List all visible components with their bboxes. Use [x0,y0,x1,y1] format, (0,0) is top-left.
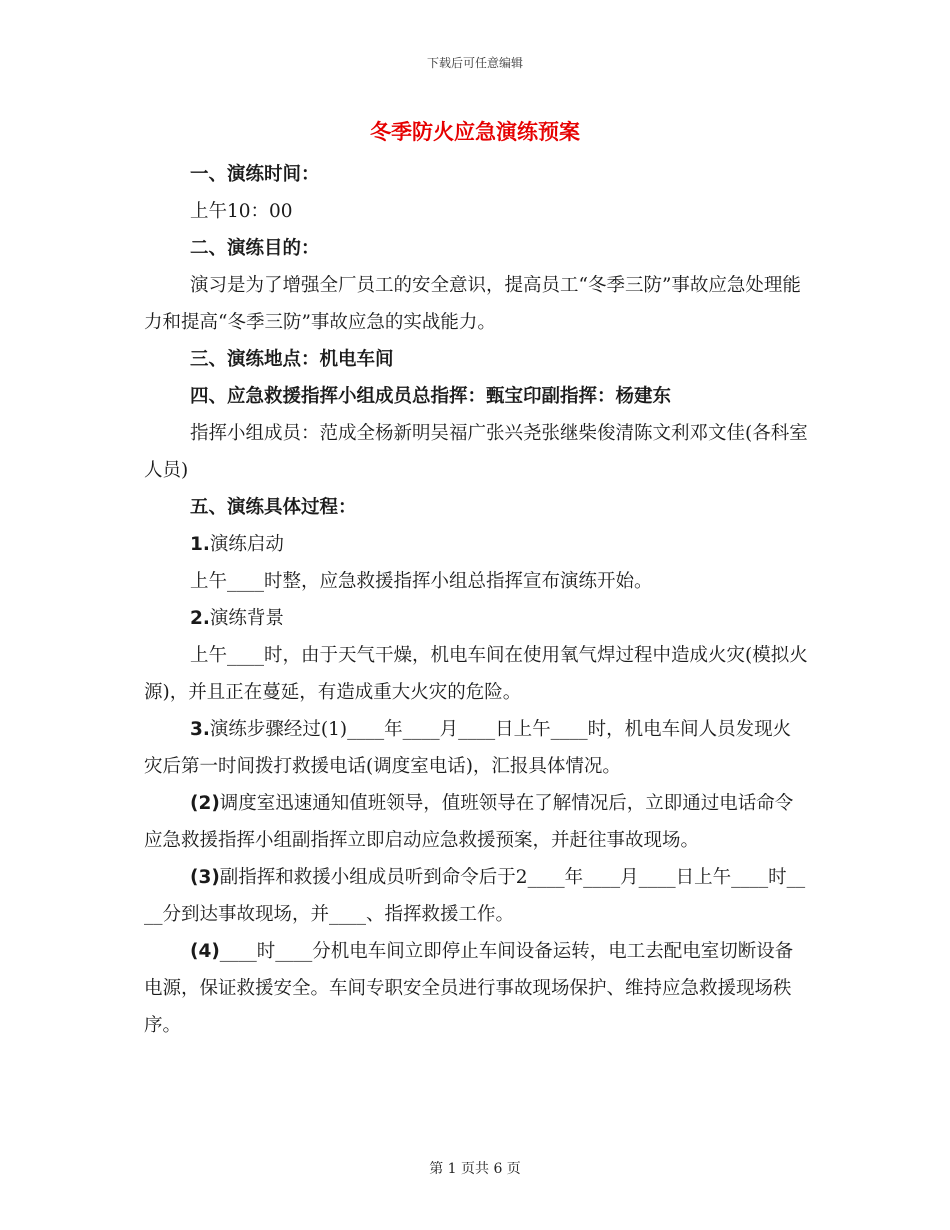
section-heading-team: 四、应急救援指挥小组成员总指挥：甄宝印副指挥：杨建东 [190,386,672,407]
section-text-time: 上午10：00 [190,201,293,222]
step-3-text: 3.演练步骤经过(1)____年____月____日上午____时，机电车间人员发现火灾后第一时间拨打救援电话(调度室电话)，汇报具体情况。 [144,719,792,777]
substep-2-number: (2) [190,793,220,814]
step-2-text: 上午____时，由于天气干燥，机电车间在使用氧气焊过程中造成火灾(模拟火源)，并且正在蔓延，有造成重大火灾的危险。 [144,645,808,703]
substep-2-text: (2)调度室迅速通知值班领导，值班领导在了解情况后，立即通过电话命令应急救援指挥小组副指挥立即启动应急救援预案，并赶往事故现场。 [144,793,794,851]
step-1-number: 1. [190,534,210,555]
document-title: 冬季防火应急演练预案 [370,119,580,144]
section-heading-purpose: 二、演练目的： [190,238,320,259]
section-text-purpose: 演习是为了增强全厂员工的安全意识，提高员工“冬季三防”事故应急处理能力和提高“冬季三防”事故应急的实战能力。 [144,275,801,333]
step-2-title: 2.演练背景 [190,608,284,629]
step-3-number: 3. [190,719,210,740]
section-heading-time: 一、演练时间： [190,164,320,185]
document-body [144,156,808,1044]
step-2-number: 2. [190,608,210,629]
substep-3-number: (3) [190,867,220,888]
substep-3-text: (3)副指挥和救援小组成员听到命令后于2____年____月____日上午____时____分到达事故现场，并____、指挥救援工作。 [144,867,806,925]
section-heading-location: 三、演练地点：机电车间 [190,349,394,370]
section-text-team: 指挥小组成员：范成全杨新明吴福广张兴尧张继柴俊清陈文利邓文佳(各科室人员) [144,423,808,481]
step-1-text: 上午____时整，应急救援指挥小组总指挥宣布演练开始。 [190,571,653,592]
page-footer: 第 1 页共 6 页 [429,1161,521,1177]
substep-4-text: (4)____时____分机电车间立即停止车间设备运转，电工去配电室切断设备电源，保证救援安全。车间专职安全员进行事故现场保护、维持应急救援现场秩序。 [144,941,794,1036]
substep-4-number: (4) [190,941,220,962]
step-1-title: 1.演练启动 [190,534,284,555]
page-header: 下载后可任意编辑 [426,56,523,70]
section-heading-process: 五、演练具体过程： [190,497,357,518]
